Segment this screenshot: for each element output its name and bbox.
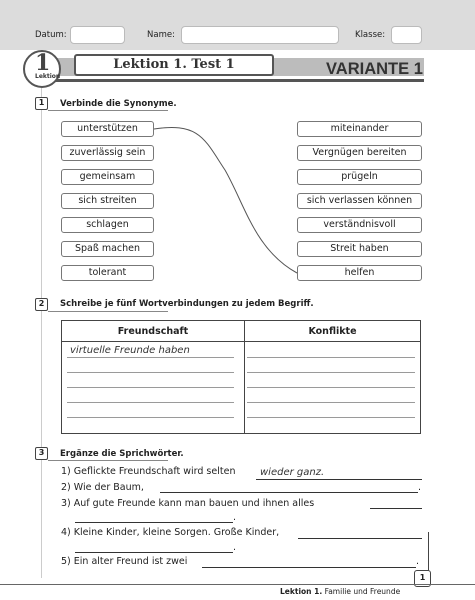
synonym-left-2[interactable]: zuverlässig sein xyxy=(61,145,154,161)
answer-line[interactable] xyxy=(247,387,415,388)
answer-line[interactable] xyxy=(247,357,415,358)
lesson-title: Lektion 1. Test 1 xyxy=(74,54,274,76)
lesson-badge-number: 1 xyxy=(35,50,51,76)
synonym-right-2[interactable]: Vergnügen bereiten xyxy=(297,145,422,161)
proverb-2: 2) Wie der Baum, xyxy=(61,482,144,493)
column-freundschaft: Freundschaft xyxy=(62,321,245,342)
handwritten-answer-1: virtuelle Freunde haben xyxy=(70,345,190,356)
column-konflikte: Konflikte xyxy=(245,321,421,342)
datum-label: Datum: xyxy=(35,30,67,40)
proverb-5-blank[interactable] xyxy=(202,567,416,568)
page-marker-line xyxy=(428,532,429,574)
proverb-1-blank[interactable] xyxy=(256,479,422,480)
proverb-2-period: . xyxy=(418,482,422,493)
task1-number: 1 xyxy=(35,97,48,110)
proverb-5-period: . xyxy=(416,556,420,567)
footer-lesson: Lektion 1. xyxy=(280,587,323,596)
synonym-right-3[interactable]: prügeln xyxy=(297,169,422,185)
synonym-left-5[interactable]: schlagen xyxy=(61,217,154,233)
synonym-right-4[interactable]: sich verlassen können xyxy=(297,193,422,209)
task2-underline xyxy=(48,311,168,312)
proverb-3-blank-a[interactable] xyxy=(370,508,422,509)
task2-number: 2 xyxy=(35,298,48,311)
task3-underline xyxy=(48,460,168,461)
proverb-4-blank-b[interactable] xyxy=(75,552,233,553)
answer-line[interactable] xyxy=(247,372,415,373)
footer-text xyxy=(280,587,400,596)
klasse-label: Klasse: xyxy=(355,30,386,40)
answer-line[interactable] xyxy=(247,402,415,403)
synonym-left-1[interactable]: unterstützen xyxy=(61,121,154,137)
synonym-left-3[interactable]: gemeinsam xyxy=(61,169,154,185)
task3-title: Ergänze die Sprichwörter. xyxy=(60,449,184,459)
task1-title: Verbinde die Synonyme. xyxy=(60,99,177,109)
variant-label: VARIANTE 1 xyxy=(326,60,423,78)
proverb-3-blank-b[interactable] xyxy=(75,522,233,523)
answer-line[interactable] xyxy=(67,387,234,388)
lesson-badge-text: Lektion xyxy=(35,73,61,80)
synonym-right-7[interactable]: helfen xyxy=(297,265,422,281)
footer-rule xyxy=(0,584,475,585)
proverb-4-blank-a[interactable] xyxy=(298,538,422,539)
proverb-2-blank[interactable] xyxy=(160,492,418,493)
synonym-right-1[interactable]: miteinander xyxy=(297,121,422,137)
synonym-right-5[interactable]: verständnisvoll xyxy=(297,217,422,233)
synonym-left-7[interactable]: tolerant xyxy=(61,265,154,281)
answer-line[interactable] xyxy=(67,402,234,403)
answer-line[interactable] xyxy=(67,357,234,358)
name-label: Name: xyxy=(147,30,175,40)
handwritten-answer-proverb-1: wieder ganz. xyxy=(260,467,325,478)
footer-topic: Familie und Freunde xyxy=(324,587,401,596)
proverb-4: 4) Kleine Kinder, kleine Sorgen. Große Kinder, xyxy=(61,527,280,538)
proverb-4-period: . xyxy=(233,542,237,553)
answer-line[interactable] xyxy=(67,372,234,373)
proverb-1: 1) Geflickte Freundschaft wird selten xyxy=(61,466,236,477)
proverb-3: 3) Auf gute Freunde kann man bauen und ihnen alles xyxy=(61,498,315,509)
proverb-5: 5) Ein alter Freund ist zwei xyxy=(61,556,188,567)
answer-line[interactable] xyxy=(247,417,415,418)
synonym-left-4[interactable]: sich streiten xyxy=(61,193,154,209)
answer-line[interactable] xyxy=(67,417,234,418)
task2-title: Schreibe je fünf Wortverbindungen zu jedem Begriff. xyxy=(60,299,314,309)
task3-number: 3 xyxy=(35,447,48,460)
proverb-3-period: . xyxy=(233,512,237,523)
page-number: 1 xyxy=(414,570,431,587)
synonym-left-6[interactable]: Spaß machen xyxy=(61,241,154,257)
synonym-right-6[interactable]: Streit haben xyxy=(297,241,422,257)
